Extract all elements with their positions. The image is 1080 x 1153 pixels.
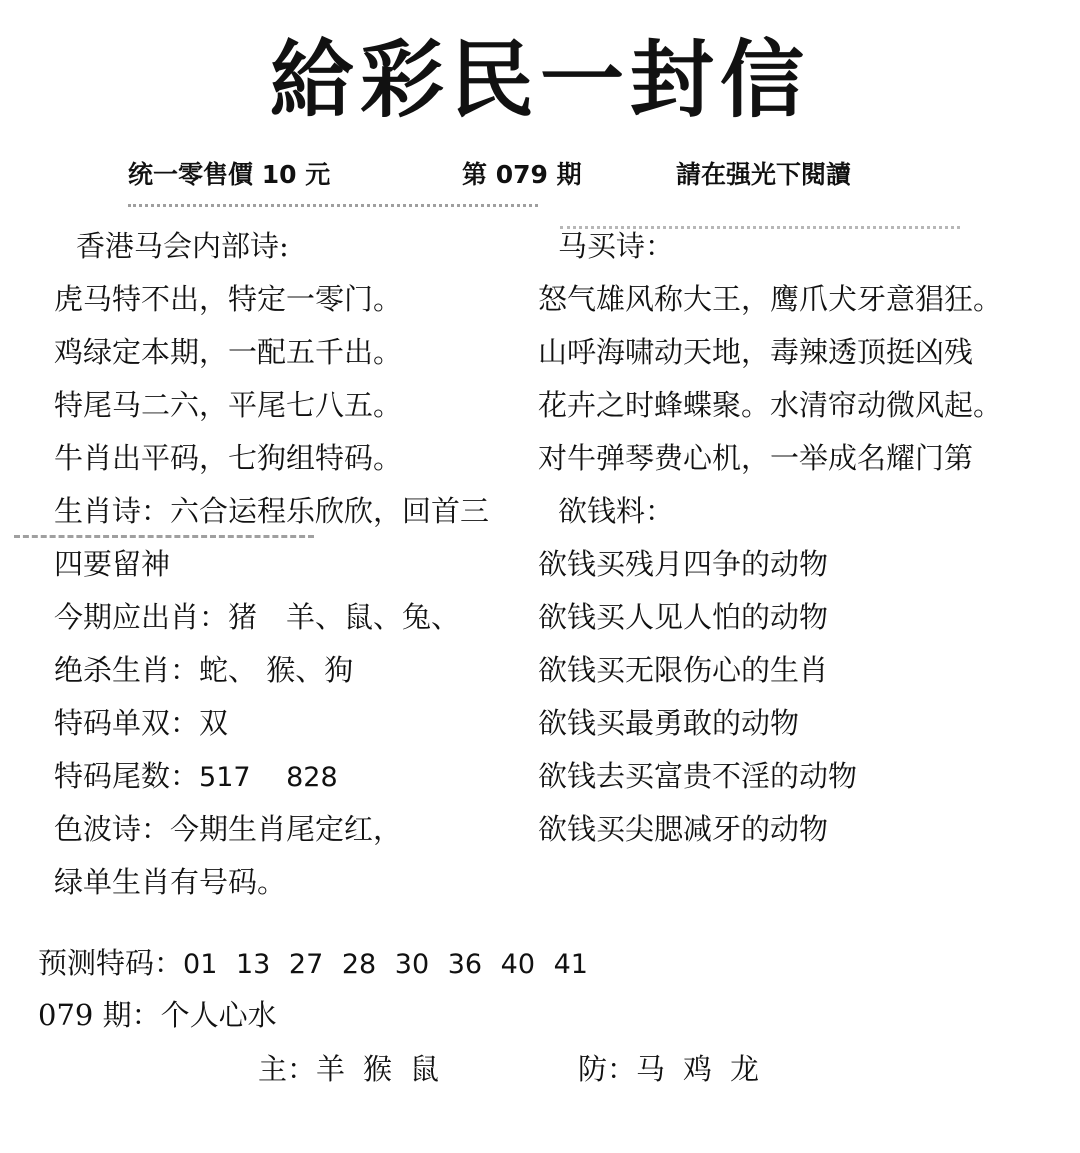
faded-dash	[14, 535, 314, 542]
money-item-1: 欲钱买残月四争的动物	[538, 547, 829, 581]
period-line: 079 期：个人心水	[38, 998, 277, 1032]
left-poem-line-3: 特尾马二六，平尾七八五。	[54, 388, 403, 422]
color-poem-line-2: 绿单生肖有号码。	[54, 865, 287, 899]
issue-number: 第 079 期	[462, 160, 582, 189]
money-item-4: 欲钱买最勇敢的动物	[538, 706, 800, 740]
zodiac-poem-line-2: 四要留神	[54, 547, 171, 581]
right-poem-line-4: 对牛弹琴费心机，一举成名耀门第	[538, 441, 974, 475]
right-column	[538, 220, 1058, 856]
tail-label: 特码尾数：	[54, 759, 200, 793]
odd-even-line: 特码单双：双	[54, 706, 229, 740]
faded-line-left	[128, 204, 538, 217]
info-bar	[0, 155, 1080, 195]
should-appear-line: 今期应出肖：猪 羊、鼠、兔、	[54, 600, 461, 634]
money-item-5: 欲钱去买富贵不淫的动物	[538, 759, 858, 793]
money-item-3: 欲钱买无限伤心的生肖	[538, 653, 829, 687]
guard-pick-line	[578, 1044, 777, 1094]
guard-label: 防：	[578, 1052, 637, 1086]
right-poem-line-3: 花卉之时蜂蝶聚。水清帘动微风起。	[538, 388, 1003, 422]
color-poem-line-1: 色波诗：今期生肖尾定红，	[54, 812, 403, 846]
main-label: 主：	[258, 1052, 317, 1086]
money-item-6: 欲钱买尖腮减牙的动物	[538, 812, 829, 846]
right-heading: 马买诗：	[558, 229, 675, 263]
right-poem-line-2: 山呼海啸动天地，毒辣透顶挺凶残	[538, 335, 974, 369]
left-heading: 香港马会内部诗:	[76, 229, 289, 263]
tail-number-line	[54, 750, 534, 803]
must-kill-line: 绝杀生肖：蛇、 猴、狗	[54, 653, 354, 687]
tail-values: 517 828	[199, 762, 338, 793]
predict-numbers: 01 13 27 28 30 36 40 41	[183, 949, 588, 980]
money-heading: 欲钱料：	[558, 494, 675, 528]
guard-values: 马鸡龙	[636, 1052, 778, 1086]
page-title: 給彩民一封信	[269, 31, 810, 129]
money-item-2: 欲钱买人见人怕的动物	[538, 600, 829, 634]
read-hint: 請在强光下閱讀	[676, 160, 852, 189]
main-values: 羊猴鼠	[316, 1052, 458, 1086]
right-poem-line-1: 怒气雄风称大王，鹰爪犬牙意猖狂。	[538, 282, 1003, 316]
main-pick-line	[258, 1044, 457, 1094]
left-column	[54, 220, 534, 909]
predict-label: 预测特码：	[38, 946, 184, 980]
left-poem-line-4: 牛肖出平码，七狗组特码。	[54, 441, 403, 475]
predict-line	[38, 938, 588, 990]
zodiac-poem-line-1: 生肖诗：六合运程乐欣欣，回首三	[54, 494, 490, 528]
left-poem-line-2: 鸡绿定本期，一配五千出。	[54, 335, 403, 369]
price-label: 统一零售價 10 元	[128, 160, 331, 189]
left-poem-line-1: 虎马特不出，特定一零门。	[54, 282, 403, 316]
